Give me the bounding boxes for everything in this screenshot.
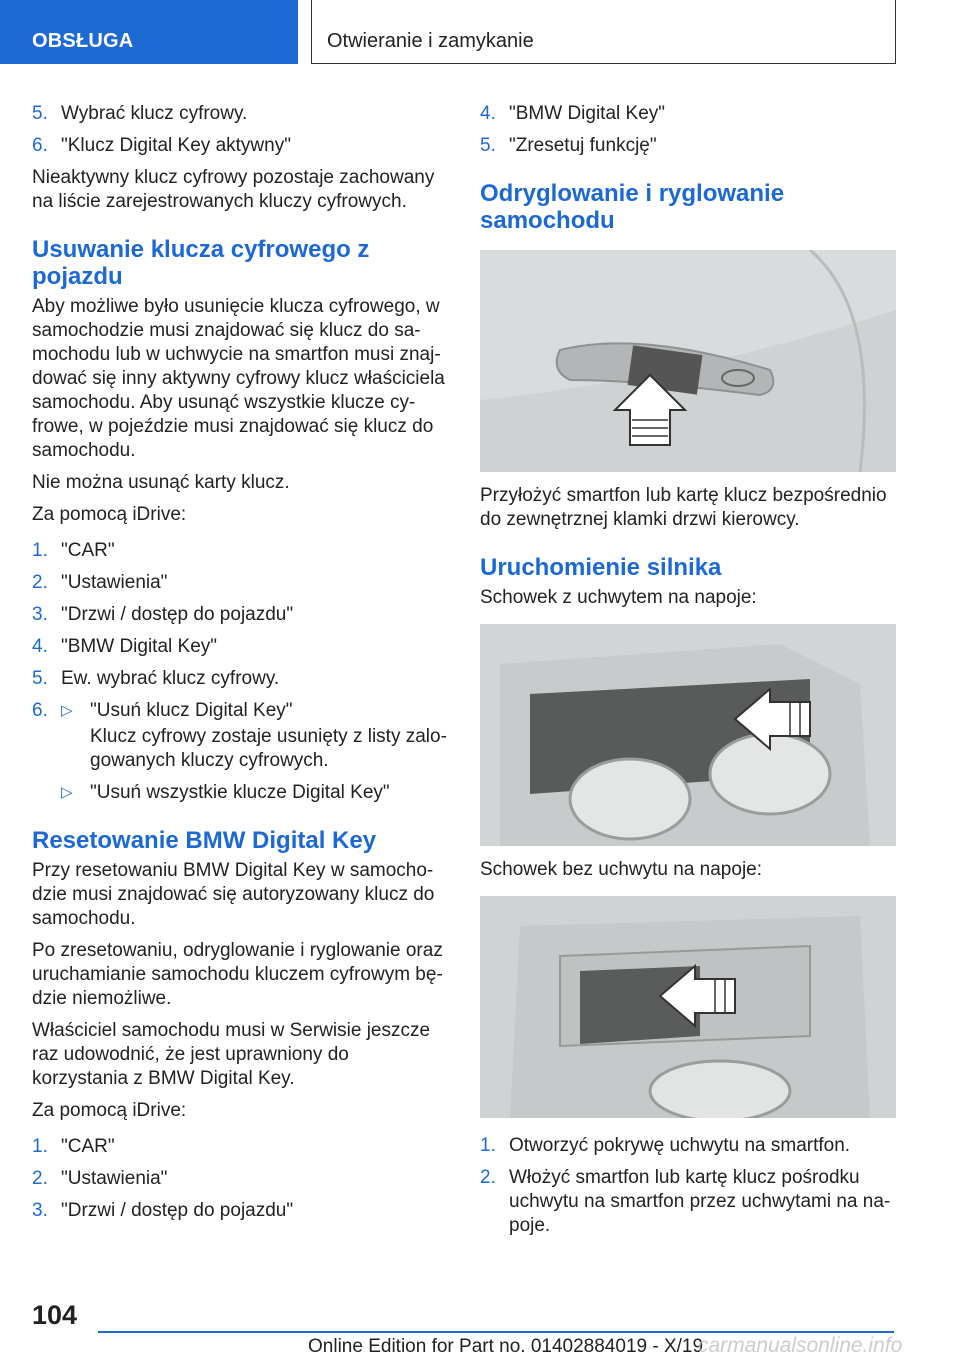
storage-without-cupholder-illustration <box>480 896 896 1118</box>
paragraph-without-cupholder: Schowek bez uchwytu na napoje: <box>480 859 763 880</box>
list-item: 1. "CAR" <box>32 1136 115 1157</box>
paragraph-idrive: Za pomocą iDrive: <box>32 1100 187 1121</box>
list-item: 2. "Ustawienia" <box>32 572 168 593</box>
footer-edition: Online Edition for Part no. 01402884019 - X/19 <box>308 1336 704 1357</box>
header-chapter-label: Otwieranie i zamykanie <box>327 30 534 52</box>
paragraph-reset-2: Po zresetowaniu, odryglowanie i ryglowanie oraz uruchamianie samochodu kluczem cyfrowym będzie niemożliwe. <box>32 940 443 1009</box>
paragraph-unlock: Przyłożyć smartfon lub kartę klucz bezpośrednio do zewnętrznej klamki drzwi kierowcy. <box>480 485 887 530</box>
sub-item-description: Klucz cyfrowy zostaje usunięty z listy zalogowanych kluczy cyfrowych. <box>90 726 447 771</box>
page-number: 104 <box>32 1300 78 1330</box>
watermark: carmanualsonline.info <box>698 1334 903 1357</box>
list-item: 1. Otworzyć pokrywę uchwytu na smartfon. <box>480 1135 851 1156</box>
list-item: 2. "Ustawienia" <box>32 1168 168 1189</box>
paragraph-inactive-key: Nieaktywny klucz cyfrowy pozostaje zachowany na liście zarejestrowanych kluczy cyfrowych. <box>32 167 435 212</box>
list-item: 3. "Drzwi / dostęp do pojazdu" <box>32 1200 294 1221</box>
left-column <box>32 102 448 1231</box>
paragraph-idrive: Za pomocą iDrive: <box>32 504 187 525</box>
list-item: 6. ▷ "Usuń klucz Digital Key" <box>32 700 293 721</box>
list-item: 2. Włożyć smartfon lub kartę klucz pośrodku uchwytu na smartfon przez uchwytami na napoje. <box>480 1167 891 1236</box>
paragraph-cards: Nie można usunąć karty klucz. <box>32 472 290 493</box>
list-item: 1. "CAR" <box>32 540 115 561</box>
list-item: 4. "BMW Digital Key" <box>32 636 218 657</box>
paragraph-reset-1: Przy resetowaniu BMW Digital Key w samochodzie musi znajdować się autoryzowany klucz do samochodu. <box>32 860 435 929</box>
heading-engine-start: Uruchomienie silnika <box>480 554 722 581</box>
heading-unlock: Odryglowanie i ryglowanie samochodu <box>480 180 785 234</box>
triangle-bullet-icon: ▷ <box>61 784 73 801</box>
footer-divider <box>98 1331 894 1333</box>
header-section-label: OBSŁUGA <box>32 30 134 52</box>
heading-remove-key: Usuwanie klucza cyfrowego z pojazdu <box>32 236 370 290</box>
storage-with-cupholder-illustration <box>480 624 896 846</box>
right-column <box>480 102 896 1246</box>
header-chapter-tab <box>311 0 896 64</box>
list-item: 5. Wybrać klucz cyfrowy. <box>32 103 248 124</box>
paragraph-reset-3: Właściciel samochodu musi w Serwisie jeszcze raz udowodnić, że jest uprawniony do korzystania z BMW Digital Key. <box>32 1020 431 1089</box>
list-item: ▷ "Usuń wszystkie klucze Digital Key" <box>61 782 390 803</box>
heading-reset-key: Resetowanie BMW Digital Key <box>32 827 377 854</box>
list-item: 4. "BMW Digital Key" <box>480 103 666 124</box>
door-handle-illustration <box>480 250 896 472</box>
list-item: 3. "Drzwi / dostęp do pojazdu" <box>32 604 294 625</box>
paragraph-with-cupholder: Schowek z uchwytem na napoje: <box>480 587 757 608</box>
paragraph-remove-key: Aby możliwe było usunięcie klucza cyfrowego, w samochodzie musi znajdować się klucz do samochodu lub w uchwycie na smartfon musi znajdować się inny aktywny cyfrowy klucz właściciela samochodu. Aby usunąć wszystkie klucze cyfrowe, w pojeździe musi znajdować się klucz do samochodu. <box>32 296 445 461</box>
triangle-bullet-icon: ▷ <box>61 702 73 719</box>
list-item: 5. "Zresetuj funkcję" <box>480 135 657 156</box>
header-section-tab <box>0 0 298 64</box>
list-item: 6. "Klucz Digital Key aktywny" <box>32 135 291 156</box>
list-item: 5. Ew. wybrać klucz cyfrowy. <box>32 668 280 689</box>
